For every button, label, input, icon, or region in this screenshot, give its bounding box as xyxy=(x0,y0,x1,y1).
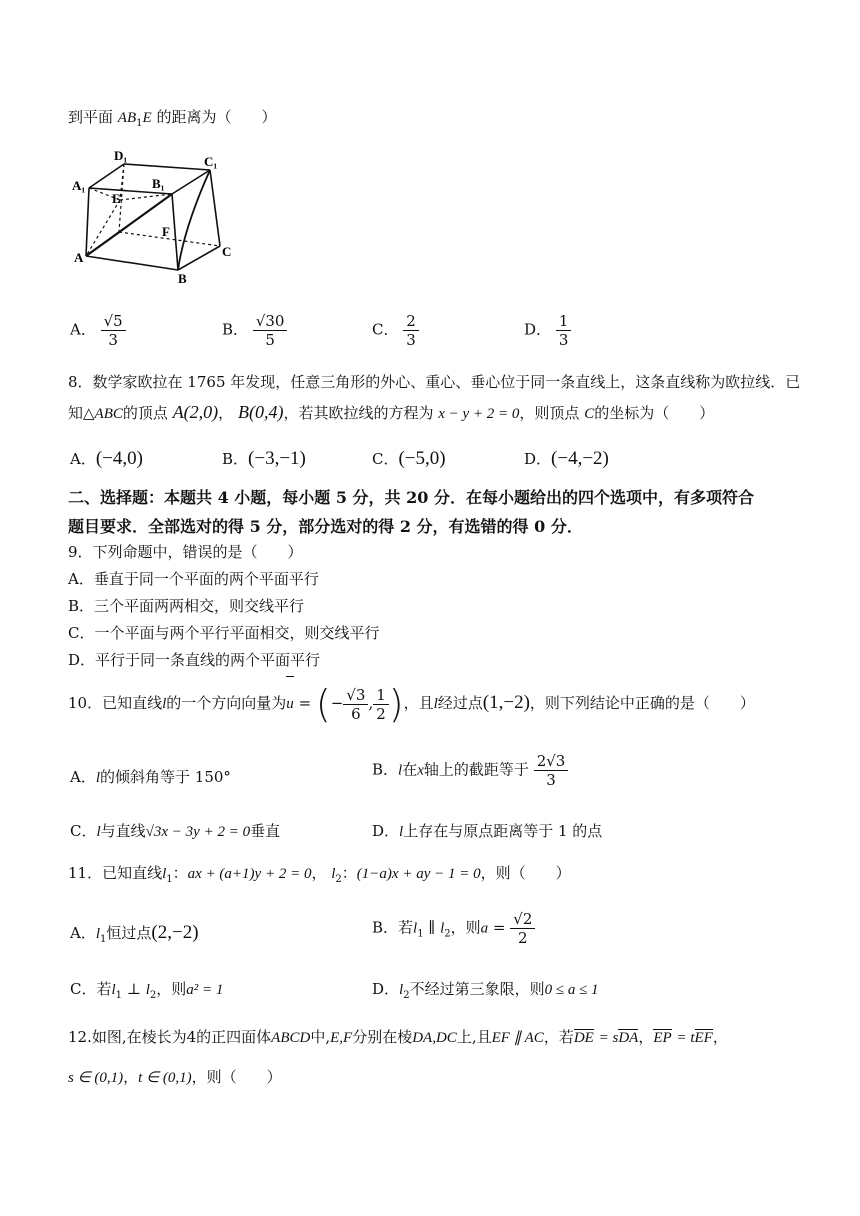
label-C: C xyxy=(222,244,232,259)
q8-option-a: A．(−4,0) xyxy=(70,448,143,469)
label-C1: C₁ xyxy=(204,154,218,169)
q9-option-b: B．三个平面两两相交，则交线平行 xyxy=(68,597,305,615)
q8-option-b: B．(−3,−1) xyxy=(222,448,306,469)
label-A1: A₁ xyxy=(72,178,86,193)
prism-figure xyxy=(72,148,247,288)
q11-stem: 11．已知直线$l_1$：ax + (a+1)y + 2 = 0， $l_2$：(1−a)x + ay − 1 = 0，则（ ） xyxy=(68,864,571,885)
q7-option-b: B． $\frac{√30}{5}$ xyxy=(222,312,287,349)
label-B: B xyxy=(178,271,187,286)
q10-option-c: C．l与直线√3x − 3y + 2 = 0垂直 xyxy=(70,822,281,840)
q7-stem-tail: 到平面 $AB_1E$ 的距离为（ ） xyxy=(68,108,277,129)
q11-option-a: A．$l_1$恒过点(2,−2) xyxy=(70,922,199,945)
q11-option-d: D．$l_2$不经过第三象限，则0 ≤ a ≤ 1 xyxy=(372,980,599,1001)
q9-option-d: D．平行于同一条直线的两个平面平行 xyxy=(68,651,321,669)
q7-option-d: D． $\frac{1}{3}$ xyxy=(524,312,571,349)
q10-stem: 10．已知直线l的一个方向向量为u = (− $\frac{√3}{6}$ , $\frac{1}{2}$ )，且l经过点(1,−2)，则下列结论中正确的是（ ） xyxy=(68,676,755,731)
q10-option-d: D．l上存在与原点距离等于 1 的点 xyxy=(372,822,603,840)
label-E: E xyxy=(112,191,121,206)
q11-option-c: C．若$l_1$ ⊥ $l_2$，则a² = 1 xyxy=(70,980,224,1001)
q10-option-a: A．l的倾斜角等于 150° xyxy=(70,768,231,786)
label-D1: D₁ xyxy=(114,148,128,163)
q7-option-a: A． $\frac{√5}{3}$ xyxy=(70,312,126,349)
q8-stem-line2: 知△ABC的顶点 A(2,0)， B(0,4)，若其欧拉线的方程为 x − y + 2 = 0，则顶点 C的坐标为（ ） xyxy=(68,402,715,422)
q11-option-b: B．若$l_1$ ∥ $l_2$，则a = $\frac{√2}{2}$ xyxy=(372,910,535,947)
q9-stem: 9．下列命题中，错误的是（ ） xyxy=(68,543,303,561)
q8-option-d: D．(−4,−2) xyxy=(524,448,609,469)
q10-option-b: B．l在x轴上的截距等于 $\frac{2√3}{3}$ xyxy=(372,752,568,789)
section2-heading-line1: 二、选择题：本题共 4 小题，每小题 5 分，共 20 分．在每小题给出的四个选项中，有多项符合 xyxy=(68,488,754,507)
label-A: A xyxy=(74,250,84,265)
q8-stem-line1: 8．数学家欧拉在 1765 年发现，任意三角形的外心、重心、垂心位于同一条直线上，这条直线称为欧拉线．已 xyxy=(68,373,801,391)
q8-option-c: C．(−5,0) xyxy=(372,448,446,469)
q9-option-c: C．一个平面与两个平行平面相交，则交线平行 xyxy=(68,624,380,642)
label-F: F xyxy=(162,224,170,239)
q12-stem-line1: 12.如图,在棱长为4的正四面体ABCD中,E,F分别在棱DA,DC上,且EF ∥ AC，若DE = sDA，EP = tEF， xyxy=(68,1028,728,1046)
label-B1: B₁ xyxy=(152,176,165,191)
section2-heading-line2: 题目要求．全部选对的得 5 分，部分选对的得 2 分，有选错的得 0 分． xyxy=(68,517,583,536)
q9-option-a: A．垂直于同一个平面的两个平面平行 xyxy=(68,570,319,588)
q7-option-c: C． $\frac{2}{3}$ xyxy=(372,312,419,349)
q12-stem-line2: s ∈ (0,1)，t ∈ (0,1)，则（ ） xyxy=(68,1068,282,1086)
